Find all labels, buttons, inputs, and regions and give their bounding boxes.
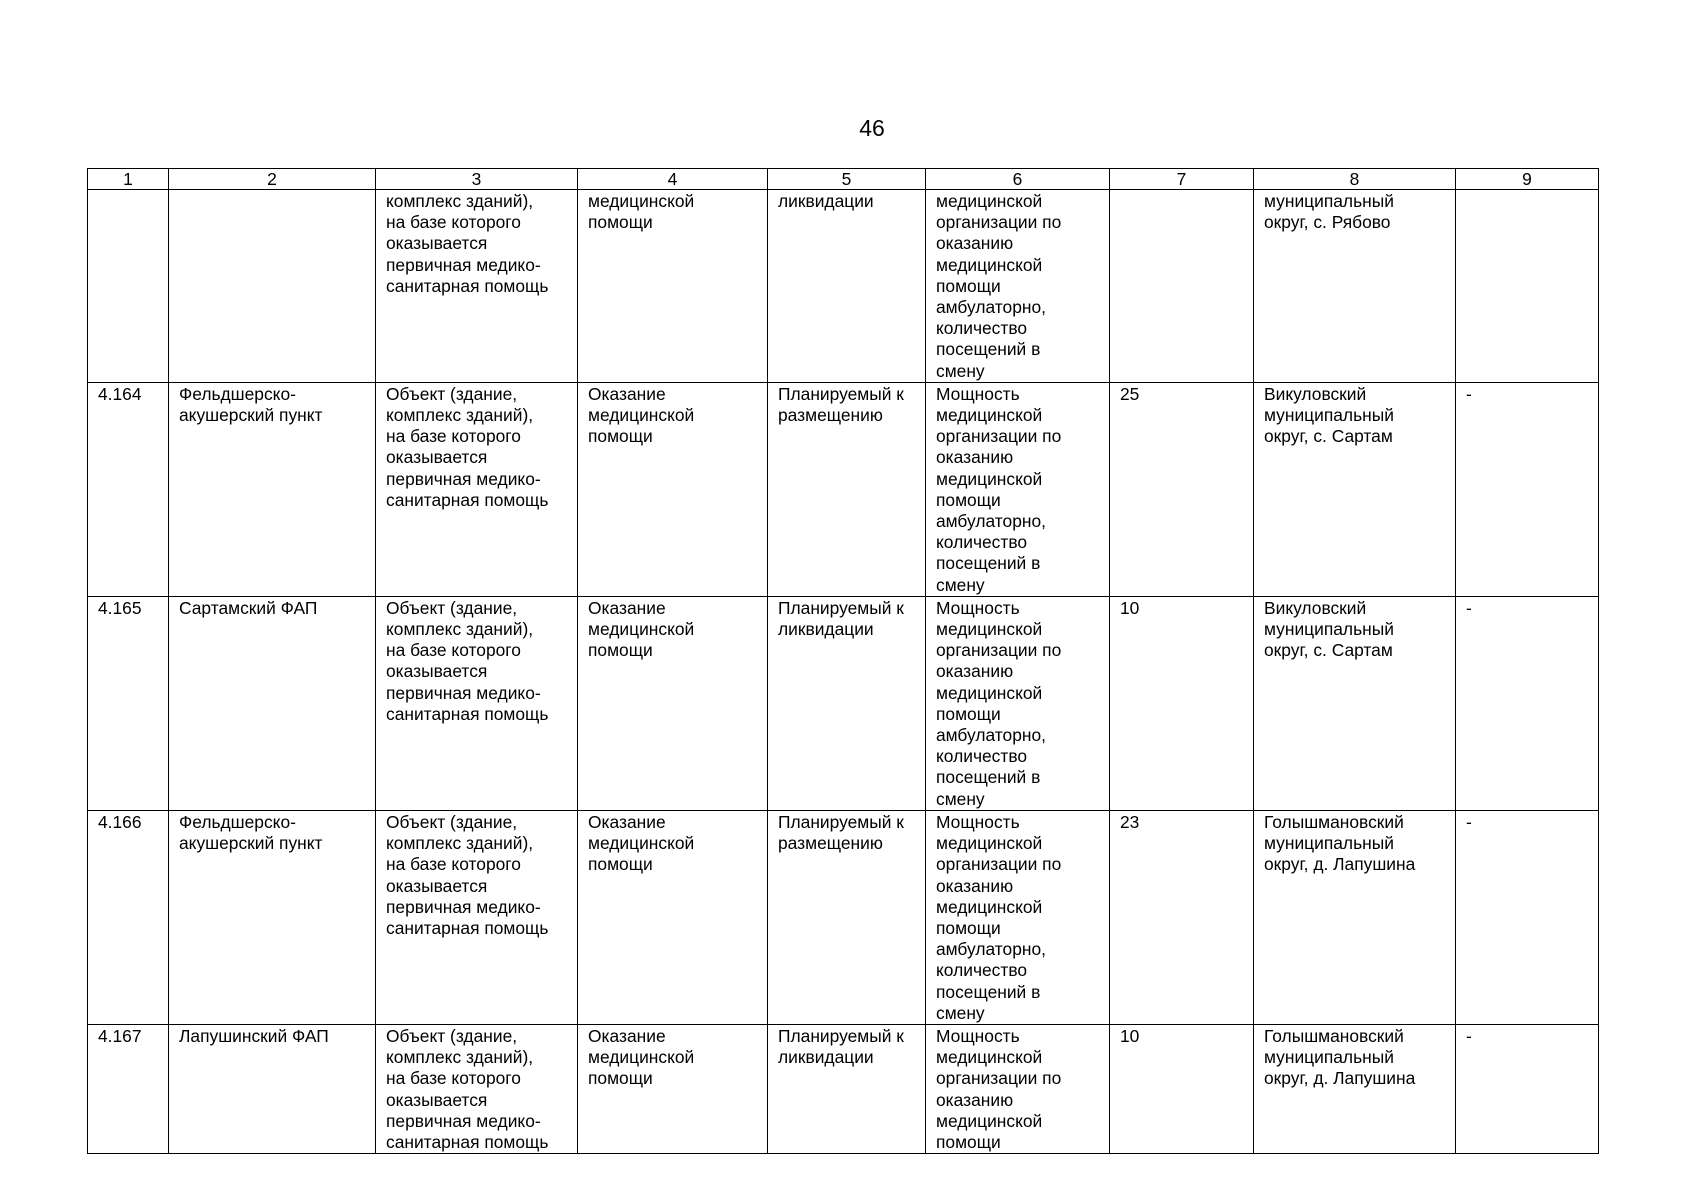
cell-name: Сартамский ФАП: [169, 596, 376, 810]
cell-object-type: комплекс зданий), на базе которого оказывается первичная медико- санитарная помощь: [376, 190, 578, 383]
cell-note: -: [1456, 382, 1599, 596]
cell-location: Викуловский муниципальный округ, с. Сартам: [1254, 382, 1456, 596]
cell-purpose: медицинской помощи: [578, 190, 768, 383]
cell-number: 4.164: [88, 382, 169, 596]
cell-status: ликвидации: [768, 190, 926, 383]
cell-characteristic: Мощность медицинской организации по оказанию медицинской помощи: [926, 1024, 1110, 1153]
cell-value: [1110, 190, 1254, 383]
cell-name: Лапушинский ФАП: [169, 1024, 376, 1153]
cell-number: [88, 190, 169, 383]
table-row: [88, 382, 1599, 596]
cell-name: Фельдшерско- акушерский пункт: [169, 810, 376, 1024]
cell-note: [1456, 190, 1599, 383]
column-header-9: 9: [1456, 169, 1599, 190]
table-row: [88, 810, 1599, 1024]
cell-note: -: [1456, 810, 1599, 1024]
cell-name: [169, 190, 376, 383]
cell-characteristic: медицинской организации по оказанию медицинской помощи амбулаторно, количество посещений в смену: [926, 190, 1110, 383]
cell-characteristic: Мощность медицинской организации по оказанию медицинской помощи амбулаторно, количество посещений в смену: [926, 810, 1110, 1024]
cell-location: муниципальный округ, с. Рябово: [1254, 190, 1456, 383]
cell-object-type: Объект (здание, комплекс зданий), на базе которого оказывается первичная медико- санитарная помощь: [376, 596, 578, 810]
column-header-8: 8: [1254, 169, 1456, 190]
cell-location: Голышмановский муниципальный округ, д. Лапушина: [1254, 1024, 1456, 1153]
cell-number: 4.166: [88, 810, 169, 1024]
table-header-row: [88, 169, 1599, 190]
cell-status: Планируемый к размещению: [768, 382, 926, 596]
objects-table: [87, 168, 1599, 1154]
cell-location: Голышмановский муниципальный округ, д. Лапушина: [1254, 810, 1456, 1024]
cell-purpose: Оказание медицинской помощи: [578, 810, 768, 1024]
cell-value: 10: [1110, 1024, 1254, 1153]
column-header-4: 4: [578, 169, 768, 190]
cell-note: -: [1456, 1024, 1599, 1153]
table-row: [88, 190, 1599, 383]
column-header-6: 6: [926, 169, 1110, 190]
table-row: [88, 596, 1599, 810]
cell-value: 25: [1110, 382, 1254, 596]
column-header-3: 3: [376, 169, 578, 190]
cell-object-type: Объект (здание, комплекс зданий), на базе которого оказывается первичная медико- санитарная помощь: [376, 810, 578, 1024]
cell-number: 4.167: [88, 1024, 169, 1153]
cell-object-type: Объект (здание, комплекс зданий), на базе которого оказывается первичная медико- санитарная помощь: [376, 1024, 578, 1153]
cell-characteristic: Мощность медицинской организации по оказанию медицинской помощи амбулаторно, количество посещений в смену: [926, 596, 1110, 810]
cell-status: Планируемый к ликвидации: [768, 596, 926, 810]
cell-name: Фельдшерско- акушерский пункт: [169, 382, 376, 596]
cell-note: -: [1456, 596, 1599, 810]
cell-number: 4.165: [88, 596, 169, 810]
page-number: 46: [859, 115, 885, 141]
cell-object-type: Объект (здание, комплекс зданий), на базе которого оказывается первичная медико- санитарная помощь: [376, 382, 578, 596]
column-header-5: 5: [768, 169, 926, 190]
cell-location: Викуловский муниципальный округ, с. Сартам: [1254, 596, 1456, 810]
cell-purpose: Оказание медицинской помощи: [578, 1024, 768, 1153]
cell-status: Планируемый к размещению: [768, 810, 926, 1024]
cell-value: 23: [1110, 810, 1254, 1024]
column-header-7: 7: [1110, 169, 1254, 190]
cell-value: 10: [1110, 596, 1254, 810]
cell-status: Планируемый к ликвидации: [768, 1024, 926, 1153]
table-row: [88, 1024, 1599, 1153]
cell-characteristic: Мощность медицинской организации по оказанию медицинской помощи амбулаторно, количество посещений в смену: [926, 382, 1110, 596]
cell-purpose: Оказание медицинской помощи: [578, 382, 768, 596]
column-header-2: 2: [169, 169, 376, 190]
column-header-1: 1: [88, 169, 169, 190]
cell-purpose: Оказание медицинской помощи: [578, 596, 768, 810]
